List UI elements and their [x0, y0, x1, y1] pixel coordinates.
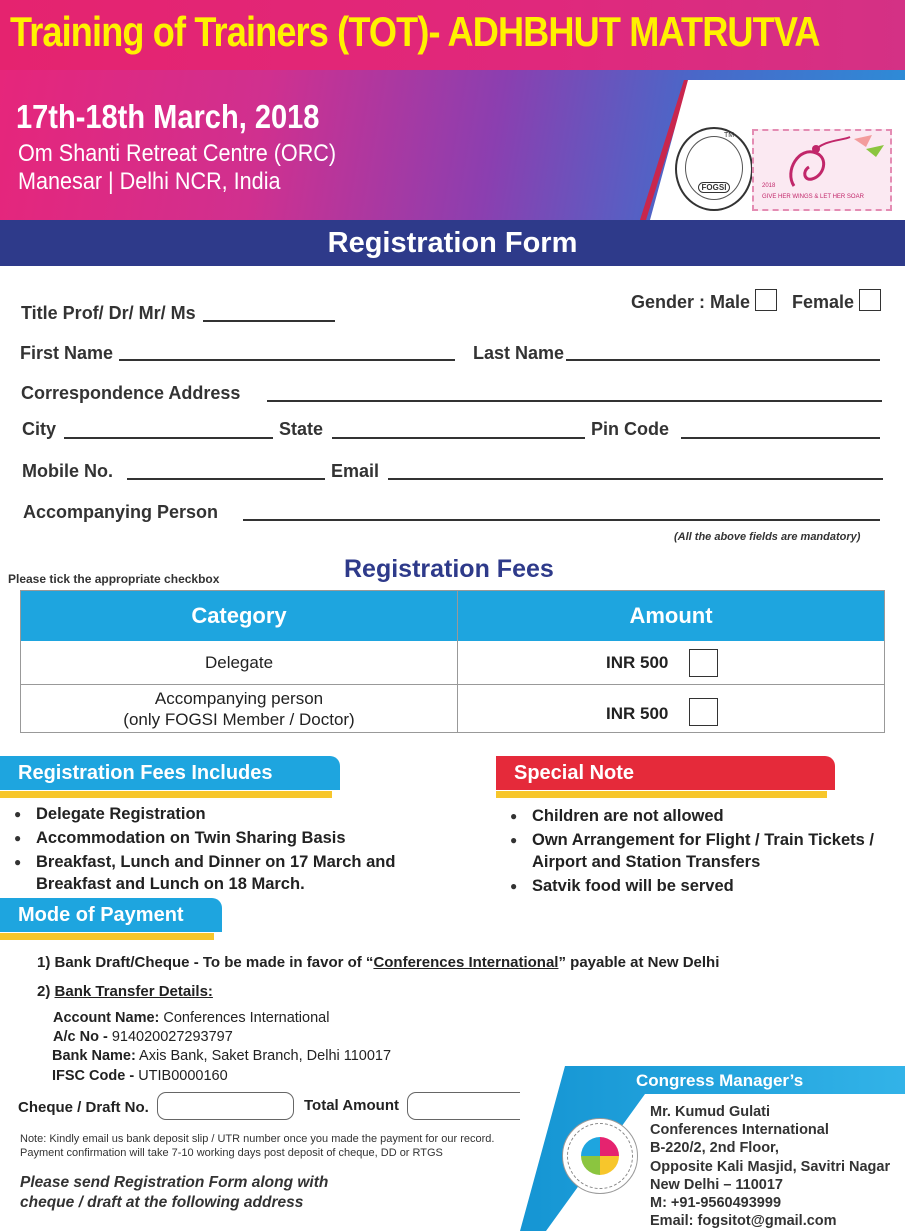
send-instructions [20, 1173, 328, 1213]
last-name-field[interactable] [566, 359, 880, 361]
stamp-year: 2018 [762, 183, 776, 189]
registration-form-title: Registration Form [327, 226, 578, 259]
banner-underline [0, 933, 214, 940]
payment-note-line-1: Note: Kindly email us bank deposit slip / UTR number once you made the payment for our record. [20, 1133, 495, 1145]
payment-banner [0, 898, 222, 936]
total-amount-label: Total Amount [304, 1097, 399, 1114]
ifsc-value: UTIB0000160 [138, 1068, 228, 1084]
category-accompanying-line1: Accompanying person [154, 688, 324, 708]
logo-globe-icon [581, 1137, 619, 1175]
email-label: Email [331, 461, 380, 481]
venue-line-2: Manesar | Delhi NCR, India [18, 168, 281, 195]
event-venue [18, 140, 336, 196]
city-label: City [22, 419, 57, 439]
table-row-accompanying [21, 685, 457, 732]
transfer-label: Bank Transfer Details: [54, 983, 213, 1000]
ac-no-value: 914020027293797 [111, 1029, 233, 1045]
fogsi-logo-text: FOGSI [698, 182, 731, 193]
mandatory-note: (All the above fields are mandatory) [674, 531, 861, 543]
banner-underline [0, 791, 332, 798]
bank-ifsc [52, 1068, 228, 1084]
accompanying-fee-checkbox[interactable] [689, 698, 718, 726]
registration-form-bar [0, 220, 905, 266]
bank-name [52, 1048, 391, 1064]
fogsi-logo [675, 127, 753, 211]
list-item: ● Breakfast, Lunch and Dinner on 17 March and Breakfast and Lunch on 18 March. [14, 851, 404, 895]
column-header-category: Category [191, 603, 287, 628]
bank-name-label: Bank Name: [52, 1048, 136, 1064]
table-divider [457, 591, 458, 732]
table-row-delegate [21, 641, 457, 684]
first-name-label: First Name [20, 343, 114, 363]
pin-code-field[interactable] [681, 437, 880, 439]
conferences-international-logo [562, 1118, 638, 1194]
account-name-label: Account Name: [53, 1010, 160, 1026]
event-header [0, 0, 905, 220]
list-item: ● Children are not allowed [510, 805, 902, 827]
congress-manager-title: Congress Manager’s [636, 1071, 804, 1090]
special-note-title: Special Note [496, 756, 835, 790]
address-label: Correspondence Address [21, 383, 241, 403]
account-name-value: Conferences International [163, 1010, 330, 1026]
payment-note [20, 1132, 494, 1160]
manager-address-line-2: Opposite Kali Masjid, Savitri Nagar [650, 1158, 891, 1175]
bank-account-number [53, 1029, 233, 1045]
gender-female-label: Female [792, 292, 855, 312]
cheque-draft-input[interactable] [157, 1092, 294, 1120]
list-item: ● Own Arrangement for Flight / Train Tickets / Airport and Station Transfers [510, 829, 902, 873]
manager-company: Conferences International [650, 1122, 829, 1139]
mobile-label: Mobile No. [22, 461, 113, 481]
ifsc-label: IFSC Code - [52, 1068, 135, 1084]
accompanying-person-label: Accompanying Person [23, 502, 219, 522]
amount-accompanying: INR 500 [606, 704, 669, 723]
gender-male-checkbox[interactable] [755, 289, 777, 311]
title-label: Title Prof/ Dr/ Mr/ Ms [21, 303, 196, 323]
first-name-field[interactable] [119, 359, 455, 361]
bank-account-name [53, 1010, 329, 1026]
manager-mobile: M: +91-9560493999 [650, 1195, 782, 1212]
manager-email: Email: fogsitot@gmail.com [650, 1213, 837, 1230]
list-item: ● Satvik food will be served [510, 875, 902, 897]
title-field[interactable] [203, 320, 335, 322]
special-note-list [510, 805, 902, 899]
email-field[interactable] [388, 478, 883, 480]
venue-line-1: Om Shanti Retreat Centre (ORC) [18, 140, 337, 167]
manager-name: Mr. Kumud Gulati [650, 1104, 771, 1120]
cheque-draft-label: Cheque / Draft No. [18, 1099, 149, 1116]
list-item: ● Delegate Registration [14, 803, 404, 825]
address-field[interactable] [267, 400, 882, 402]
pin-code-label: Pin Code [591, 419, 670, 439]
accompanying-person-field[interactable] [243, 519, 880, 521]
payment-option-transfer [37, 983, 213, 1000]
cheque-prefix: 1) Bank Draft/Cheque - To be made in favor of “ [37, 954, 374, 971]
fees-table [20, 590, 885, 733]
gender-label: Gender : Male [631, 292, 751, 312]
ac-no-label: A/c No - [53, 1029, 108, 1045]
mobile-field[interactable] [127, 478, 325, 480]
stamp-tagline: GIVE HER WINGS & LET HER SOAR [762, 194, 864, 200]
fees-includes-list [14, 803, 404, 897]
tick-checkbox-note: Please tick the appropriate checkbox [8, 572, 220, 586]
gender-female-checkbox[interactable] [859, 289, 881, 311]
adhbhut-matrutva-stamp-logo [752, 129, 892, 211]
transfer-prefix: 2) [37, 983, 55, 1000]
fees-table-header [21, 591, 884, 641]
manager-address-line-1: B-220/2, 2nd Floor, [650, 1140, 779, 1157]
manager-address-line-3: New Delhi – 110017 [650, 1176, 783, 1193]
last-name-label: Last Name [473, 343, 565, 363]
bank-name-value: Axis Bank, Saket Branch, Delhi 110017 [139, 1048, 392, 1064]
category-accompanying-line2: (only FOGSI Member / Doctor) [123, 709, 355, 729]
payment-note-line-2: Payment confirmation will take 7-10 working days post deposit of cheque, DD or RTGS [20, 1147, 443, 1159]
event-title: Training of Trainers (TOT)- ADHBHUT MATRUTVA [10, 8, 820, 55]
send-line-1: Please send Registration Form along with [20, 1174, 329, 1191]
fees-includes-title: Registration Fees Includes [0, 756, 340, 790]
congress-manager-address [650, 1103, 890, 1230]
amount-delegate: INR 500 [606, 653, 669, 672]
delegate-fee-checkbox[interactable] [689, 649, 718, 677]
list-item: ● Accommodation on Twin Sharing Basis [14, 827, 404, 849]
column-header-amount: Amount [629, 603, 713, 628]
city-field[interactable] [64, 437, 273, 439]
event-date: 17th-18th March, 2018 [16, 98, 320, 135]
payee-name: Conferences International [373, 954, 559, 971]
payment-option-cheque [37, 954, 719, 971]
special-note-banner [496, 756, 835, 794]
state-label: State [279, 419, 324, 439]
fogsi-emblem [685, 136, 743, 200]
registration-fees-title: Registration Fees [344, 555, 554, 583]
trademark-mark: TM [724, 132, 735, 139]
state-field[interactable] [332, 437, 585, 439]
fees-includes-banner [0, 756, 340, 794]
category-delegate: Delegate [204, 653, 274, 672]
send-line-2: cheque / draft at the following address [20, 1194, 304, 1211]
cheque-suffix: ” payable at New Delhi [558, 954, 720, 971]
payment-title: Mode of Payment [0, 898, 222, 932]
banner-underline [496, 791, 827, 798]
